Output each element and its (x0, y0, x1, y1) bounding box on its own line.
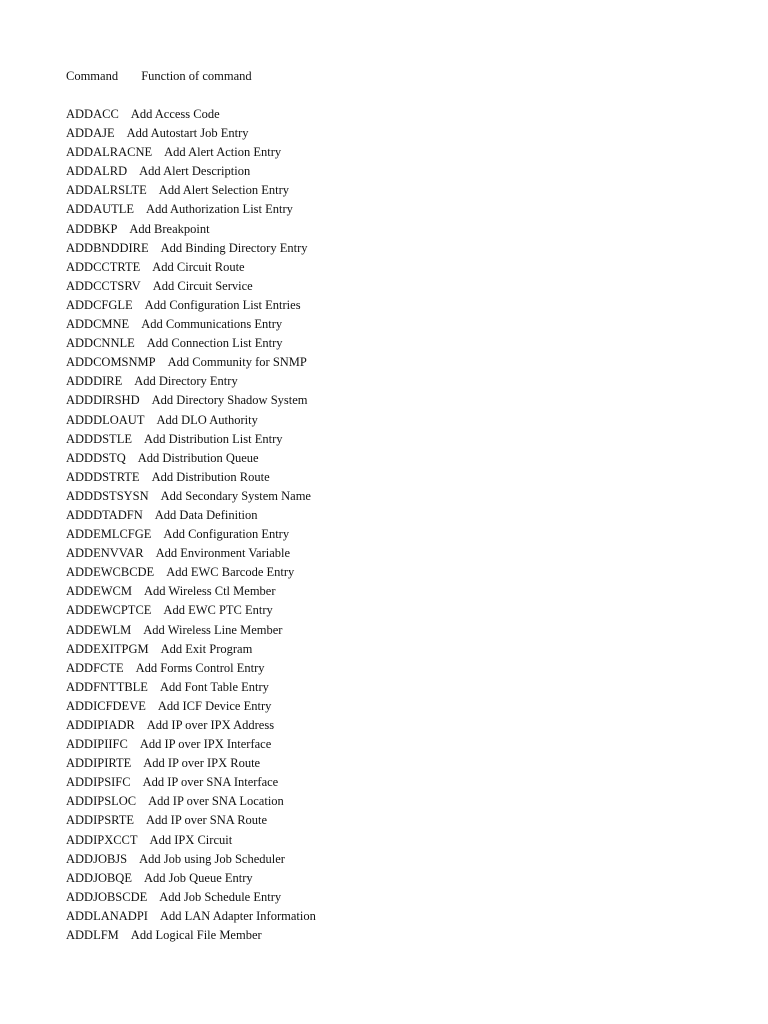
command-function: Add Configuration Entry (163, 527, 290, 542)
command-name: ADDEXITPGM (66, 641, 149, 656)
command-function: Add Community for SNMP (167, 355, 307, 370)
command-function: Add Job using Job Scheduler (139, 851, 285, 866)
command-column-header: Command (66, 69, 119, 83)
command-row (66, 239, 726, 258)
command-row (66, 888, 726, 907)
command-name: ADDAUTLE (66, 202, 135, 217)
command-row (66, 754, 726, 773)
command-function: Add Communications Entry (141, 317, 283, 332)
command-function: Add ICF Device Entry (157, 698, 272, 713)
command-name: ADDAJE (66, 126, 115, 141)
command-row (66, 926, 726, 945)
command-row (66, 143, 726, 162)
command-name: ADDENVVAR (66, 546, 144, 561)
command-name: ADDJOBQE (66, 870, 132, 885)
command-name: ADDCFGLE (66, 297, 133, 312)
command-row (66, 697, 726, 716)
command-name: ADDFCTE (66, 660, 124, 675)
command-name: ADDACC (66, 107, 119, 121)
command-function: Add IP over IPX Interface (139, 737, 272, 752)
command-name: ADDICFDEVE (66, 698, 146, 713)
command-row (66, 258, 726, 277)
command-name: ADDDTADFN (66, 507, 143, 522)
command-row (66, 391, 726, 410)
command-row (66, 640, 726, 659)
command-row (66, 220, 726, 239)
command-function: Add Breakpoint (129, 221, 210, 236)
command-name: ADDLANADPI (66, 908, 148, 923)
command-name: ADDEWLM (66, 622, 132, 637)
command-row (66, 773, 726, 792)
command-function: Add Access Code (130, 107, 220, 121)
command-row (66, 200, 726, 219)
command-function: Add Data Definition (154, 507, 258, 522)
command-function: Add Job Queue Entry (143, 870, 253, 885)
command-row (66, 659, 726, 678)
command-name: ADDIPIADR (66, 718, 135, 732)
command-name: ADDIPXCCT (66, 832, 138, 847)
command-function: Add Authorization List Entry (146, 202, 293, 217)
command-name: ADDEWCM (66, 584, 132, 599)
command-row (66, 372, 726, 391)
command-row (66, 907, 726, 926)
command-name: ADDIPIRTE (66, 756, 132, 771)
command-name: ADDDLOAUT (66, 412, 145, 427)
column-header-row (66, 67, 726, 85)
command-function: Add DLO Authority (156, 412, 258, 427)
command-name: ADDCNNLE (66, 336, 135, 351)
command-row (66, 334, 726, 353)
command-row (66, 563, 726, 582)
command-name: ADDBNDDIRE (66, 240, 149, 255)
command-function: Add Secondary System Name (160, 488, 311, 503)
command-function: Add Autostart Job Entry (126, 126, 249, 141)
command-name: ADDCCTRTE (66, 259, 141, 274)
command-name: ADDDSTSYSN (66, 488, 149, 503)
command-name: ADDALRACNE (66, 145, 153, 160)
command-function: Add Distribution Route (151, 469, 270, 484)
command-function: Add Font Table Entry (159, 679, 269, 694)
command-function: Add Directory Shadow System (151, 393, 308, 408)
command-function: Add IP over IPX Route (143, 756, 261, 771)
command-function: Add IP over SNA Location (148, 794, 284, 809)
command-function: Add Exit Program (160, 641, 253, 656)
document-page (66, 67, 726, 945)
command-name: ADDCMNE (66, 317, 130, 332)
command-function: Add Distribution List Entry (143, 431, 283, 446)
command-function: Add Connection List Entry (146, 336, 283, 351)
command-name: ADDIPIIFC (66, 737, 128, 752)
command-function: Add EWC Barcode Entry (166, 565, 295, 580)
command-name: ADDFNTTBLE (66, 679, 148, 694)
command-function: Add Distribution Queue (137, 450, 259, 465)
command-function: Add IPX Circuit (149, 832, 233, 847)
command-name: ADDDIRE (66, 374, 123, 389)
command-name: ADDCOMSNMP (66, 355, 156, 370)
command-row (66, 544, 726, 563)
command-function: Add IP over IPX Address (146, 718, 275, 732)
command-function: Add Binding Directory Entry (160, 240, 308, 255)
command-row (66, 449, 726, 468)
command-row (66, 831, 726, 850)
command-row (66, 811, 726, 830)
command-function: Add IP over SNA Interface (142, 775, 279, 790)
command-row (66, 315, 726, 334)
command-row (66, 487, 726, 506)
command-function: Add Alert Selection Entry (158, 183, 289, 198)
command-function: Add Forms Control Entry (135, 660, 265, 675)
function-column-header: Function of command (141, 69, 252, 83)
command-name: ADDDSTRTE (66, 469, 140, 484)
command-row (66, 582, 726, 601)
command-name: ADDIPSRTE (66, 813, 135, 828)
command-function: Add LAN Adapter Information (159, 908, 316, 923)
command-name: ADDIPSLOC (66, 794, 137, 809)
command-row (66, 411, 726, 430)
command-name: ADDLFM (66, 928, 119, 943)
command-name: ADDJOBJS (66, 851, 128, 866)
command-row (66, 277, 726, 296)
command-row (66, 124, 726, 143)
command-row (66, 525, 726, 544)
command-function: Add Directory Entry (134, 374, 238, 389)
command-name: ADDDSTQ (66, 450, 126, 465)
command-name: ADDALRSLTE (66, 183, 147, 198)
command-function: Add Environment Variable (155, 546, 291, 561)
command-row (66, 296, 726, 315)
command-name: ADDJOBSCDE (66, 889, 148, 904)
command-function: Add Job Schedule Entry (159, 889, 282, 904)
command-name: ADDEWCBCDE (66, 565, 155, 580)
command-row (66, 105, 726, 124)
command-row (66, 621, 726, 640)
command-row (66, 430, 726, 449)
command-row (66, 735, 726, 754)
command-function: Add IP over SNA Route (146, 813, 268, 828)
command-list (66, 105, 726, 945)
command-row (66, 678, 726, 697)
command-name: ADDEMLCFGE (66, 527, 152, 542)
command-function: Add Logical File Member (130, 928, 262, 943)
command-name: ADDIPSIFC (66, 775, 131, 790)
command-function: Add Circuit Route (152, 259, 245, 274)
command-name: ADDCCTSRV (66, 278, 141, 293)
command-name: ADDDIRSHD (66, 393, 140, 408)
command-row (66, 792, 726, 811)
command-row (66, 181, 726, 200)
command-function: Add Alert Action Entry (164, 145, 282, 160)
command-function: Add Configuration List Entries (144, 297, 301, 312)
command-row (66, 850, 726, 869)
command-row (66, 468, 726, 487)
command-row (66, 162, 726, 181)
command-function: Add Alert Description (139, 164, 251, 179)
command-row (66, 601, 726, 620)
command-row (66, 353, 726, 372)
command-row (66, 506, 726, 525)
command-function: Add EWC PTC Entry (163, 603, 273, 618)
command-name: ADDDSTLE (66, 431, 132, 446)
command-name: ADDALRD (66, 164, 128, 179)
command-function: Add Wireless Line Member (143, 622, 283, 637)
command-name: ADDEWCPTCE (66, 603, 152, 618)
command-name: ADDBKP (66, 221, 118, 236)
command-row (66, 869, 726, 888)
command-row (66, 716, 726, 735)
command-function: Add Circuit Service (152, 278, 253, 293)
command-function: Add Wireless Ctl Member (143, 584, 276, 599)
